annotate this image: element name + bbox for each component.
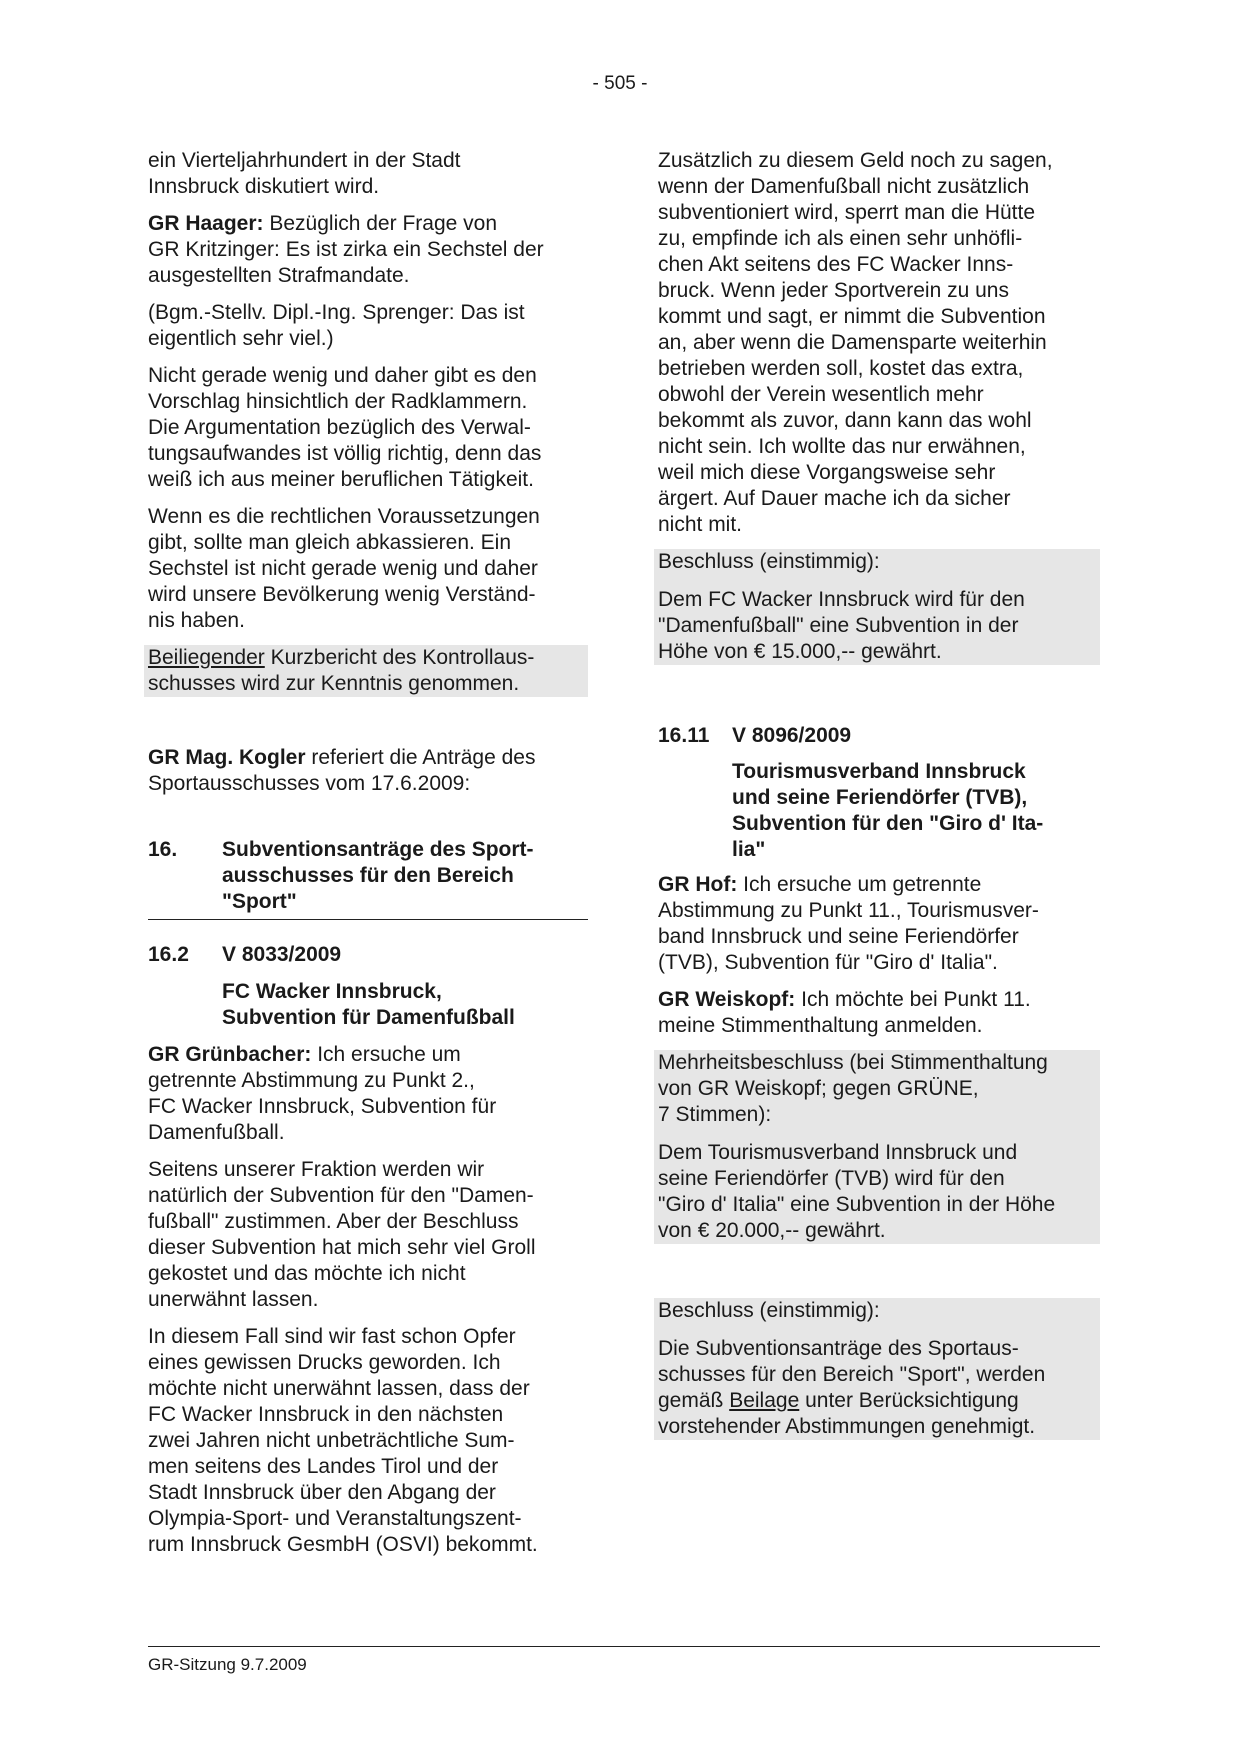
section-heading-16 (148, 837, 588, 920)
resolution-box-fc-wacker (654, 549, 1100, 665)
text-line: ein Vierteljahrhundert in der Stadt (148, 149, 461, 172)
text-line: Die Argumentation bezüglich des Verwal- (148, 416, 531, 439)
speaker-name: GR Grünbacher: (148, 1043, 312, 1066)
text-line: obwohl der Verein wesentlich mehr (658, 383, 984, 406)
text-line: Nicht gerade wenig und daher gibt es den (148, 364, 537, 387)
reference-number: V 8096/2009 (732, 724, 852, 747)
resolution-text: Die Subventionsanträge des Sportaus- schusses für den Bereich "Sport", werden gemäß Beilage unter Berücksichtigung vorstehender Abstimmungen genehmigt. (658, 1336, 1096, 1440)
text-line: Abstimmung zu Punkt 11., Tourismusver- (658, 899, 1039, 922)
text-line: FC Wacker Innsbruck in den nächsten (148, 1403, 504, 1426)
speaker-name: GR Weiskopf: (658, 988, 796, 1011)
text-line: Sechstel ist nicht gerade wenig und daher (148, 557, 538, 580)
text-line: Damenfußball. (148, 1121, 285, 1144)
left-column (148, 148, 588, 1569)
text-line: seine Feriendörfer (TVB) wird für den (658, 1167, 1005, 1190)
text-line: zwei Jahren nicht unbeträchtliche Sum- (148, 1429, 515, 1452)
resolution-label (658, 1050, 1096, 1128)
text-line: Zusätzlich zu diesem Geld noch zu sagen, (658, 149, 1053, 172)
text-line: nicht mit. (658, 513, 743, 536)
paragraph-gr-gruenbacher: GR Grünbacher: Ich ersuche um getrennte Abstimmung zu Punkt 2., FC Wacker Innsbruck, Subvention für Damenfußball. (148, 1042, 588, 1146)
resolution-label: Beschluss (einstimmig): (658, 550, 880, 573)
text-line: men seitens des Landes Tirol und der (148, 1455, 499, 1478)
section-number: 16.11 (658, 724, 710, 747)
text-line: Dem FC Wacker Innsbruck wird für den (658, 588, 1025, 611)
paragraph-gr-haager: GR Haager: Bezüglich der Frage von GR Kritzinger: Es ist zirka ein Sechstel der ausgestellten Strafmandate. (148, 211, 588, 289)
text-line: getrennte Abstimmung zu Punkt 2., (148, 1069, 475, 1092)
text-line: FC Wacker Innsbruck, Subvention für (148, 1095, 497, 1118)
resolution-box-tvb (654, 1050, 1100, 1244)
paragraph-zusaetzlich (658, 148, 1100, 538)
heading-line: ausschusses für den Bereich (222, 864, 514, 887)
reference-number: V 8033/2009 (222, 943, 342, 966)
text-line: tungsaufwandes ist völlig richtig, denn das (148, 442, 542, 465)
resolution-box-sport (654, 1298, 1100, 1440)
text-line: unerwähnt lassen. (148, 1288, 319, 1311)
paragraph-radklammern (148, 363, 588, 493)
text-line: (TVB), Subvention für "Giro d' Italia". (658, 951, 998, 974)
paragraph-voraussetzungen (148, 504, 588, 634)
text-line: bruck. Wenn jeder Sportverein zu uns (658, 279, 1009, 302)
heading-line: Subventionsanträge des Sport- (222, 838, 534, 861)
beiliegender-link[interactable]: Beiliegender (148, 646, 265, 669)
speaker-name: GR Mag. Kogler (148, 746, 306, 769)
resolution-label: Beschluss (einstimmig): (658, 1299, 880, 1322)
text-line: weiß ich aus meiner beruflichen Tätigkeit. (148, 468, 534, 491)
text-line: betrieben werden soll, kostet das extra, (658, 357, 1024, 380)
text-line: "Damenfußball" eine Subvention in der (658, 614, 1019, 637)
text-line: rum Innsbruck GesmbH (OSVI) bekommt. (148, 1533, 538, 1556)
text-line: Olympia-Sport- und Veranstaltungszent- (148, 1507, 522, 1530)
text-line: Sportausschusses vom 17.6.2009: (148, 772, 471, 795)
beilage-link[interactable]: Beilage (729, 1389, 800, 1412)
paragraph-opfer (148, 1324, 588, 1558)
text-line: wenn der Damenfußball nicht zusätzlich (658, 175, 1030, 198)
paragraph-gr-weiskopf: GR Weiskopf: Ich möchte bei Punkt 11. meine Stimmenthaltung anmelden. (658, 987, 1100, 1039)
text-line: chen Akt seitens des FC Wacker Inns- (658, 253, 1014, 276)
section-heading-16-2 (148, 942, 588, 1031)
text-line: gekostet und das möchte ich nicht (148, 1262, 466, 1285)
paragraph-gr-hof: GR Hof: Ich ersuche um getrennte Abstimmung zu Punkt 11., Tourismusver- band Innsbruck und seine Feriendörfer (TVB), Subvention für "Giro d' Italia". (658, 872, 1100, 976)
footer-session-date: GR-Sitzung 9.7.2009 (148, 1655, 307, 1674)
text-line: Stadt Innsbruck über den Abgang der (148, 1481, 496, 1504)
text-line: Dem Tourismusverband Innsbruck und (658, 1141, 1018, 1164)
text-line: vorstehender Abstimmungen genehmigt. (658, 1415, 1036, 1438)
text-line: weil mich diese Vorgangsweise sehr (658, 461, 996, 484)
text-line: wird unsere Bevölkerung wenig Verständ- (148, 583, 536, 606)
text-line: Vorschlag hinsichtlich der Radklammern. (148, 390, 528, 413)
heading-line: Tourismusverband Innsbruck (732, 760, 1026, 783)
text-line: zu, empfinde ich als einen sehr unhöfli- (658, 227, 1023, 250)
text-line: Höhe von € 15.000,-- gewährt. (658, 640, 942, 663)
text-line: Mehrheitsbeschluss (bei Stimmenthaltung (658, 1051, 1048, 1074)
section-number: 16. (148, 838, 178, 861)
section-number: 16.2 (148, 943, 189, 966)
paragraph-interjection (148, 300, 588, 352)
paragraph-fraktion (148, 1157, 588, 1313)
text-line: natürlich der Subvention für den "Damen- (148, 1184, 534, 1207)
text-line: "Giro d' Italia" eine Subvention in der Höhe (658, 1193, 1056, 1216)
resolution-text (658, 1140, 1096, 1244)
text-line: eines gewissen Drucks geworden. Ich (148, 1351, 501, 1374)
text-line: GR Kritzinger: Es ist zirka ein Sechstel der (148, 238, 544, 261)
text-line: fußball" zustimmen. Aber der Beschluss (148, 1210, 519, 1233)
heading-line: Subvention für Damenfußball (222, 1006, 515, 1029)
text-line: subventioniert wird, sperrt man die Hütte (658, 201, 1036, 224)
page-number: - 505 - (592, 73, 648, 94)
text-line: ausgestellten Strafmandate. (148, 264, 410, 287)
text-line: Die Subventionsanträge des Sportaus- (658, 1337, 1019, 1360)
speaker-name: GR Haager: (148, 212, 264, 235)
text-line: band Innsbruck und seine Feriendörfer (658, 925, 1019, 948)
text-line: eigentlich sehr viel.) (148, 327, 334, 350)
text-line: kommt und sagt, er nimmt die Subvention (658, 305, 1046, 328)
heading-line: lia" (732, 838, 766, 861)
right-column (658, 148, 1100, 1440)
heading-line: Subvention für den "Giro d' Ita- (732, 812, 1044, 835)
text-line: Seitens unserer Fraktion werden wir (148, 1158, 485, 1181)
resolution-text (658, 587, 1096, 665)
text-line: schusses wird zur Kenntnis genommen. (148, 672, 520, 695)
text-line: Innsbruck diskutiert wird. (148, 175, 380, 198)
text-line: nis haben. (148, 609, 245, 632)
footer-divider (148, 1646, 1100, 1647)
text-line: dieser Subvention hat mich sehr viel Groll (148, 1236, 536, 1259)
speaker-name: GR Hof: (658, 873, 738, 896)
text-line: In diesem Fall sind wir fast schon Opfer (148, 1325, 516, 1348)
text-line: Wenn es die rechtlichen Voraussetzungen (148, 505, 540, 528)
text-line: möchte nicht unerwähnt lassen, dass der (148, 1377, 530, 1400)
text-line: von GR Weiskopf; gegen GRÜNE, (658, 1077, 979, 1100)
paragraph-gr-kogler: GR Mag. Kogler referiert die Anträge des Sportausschusses vom 17.6.2009: (148, 745, 588, 797)
heading-line: "Sport" (222, 890, 297, 913)
text-line: 7 Stimmen): (658, 1103, 772, 1126)
section-heading-16-11 (658, 723, 1100, 863)
text-line: bekommt als zuvor, dann kann das wohl (658, 409, 1032, 432)
text-line: schusses für den Bereich "Sport", werden (658, 1363, 1046, 1386)
heading-line: und seine Feriendörfer (TVB), (732, 786, 1028, 809)
resolution-box-kontrollausschuss: Beiliegender Kurzbericht des Kontrollaus- schusses wird zur Kenntnis genommen. (144, 645, 588, 697)
section-divider (148, 919, 588, 920)
text-line: meine Stimmenthaltung anmelden. (658, 1014, 983, 1037)
text-line: gibt, sollte man gleich abkassieren. Ein (148, 531, 512, 554)
text-line: ärgert. Auf Dauer mache ich da sicher (658, 487, 1011, 510)
text-line: von € 20.000,-- gewährt. (658, 1219, 886, 1242)
text-line: nicht sein. Ich wollte das nur erwähnen, (658, 435, 1026, 458)
heading-line: FC Wacker Innsbruck, (222, 980, 442, 1003)
text-line: an, aber wenn die Damensparte weiterhin (658, 331, 1047, 354)
paragraph-intro (148, 148, 588, 200)
text-line: (Bgm.-Stellv. Dipl.-Ing. Sprenger: Das ist (148, 301, 525, 324)
